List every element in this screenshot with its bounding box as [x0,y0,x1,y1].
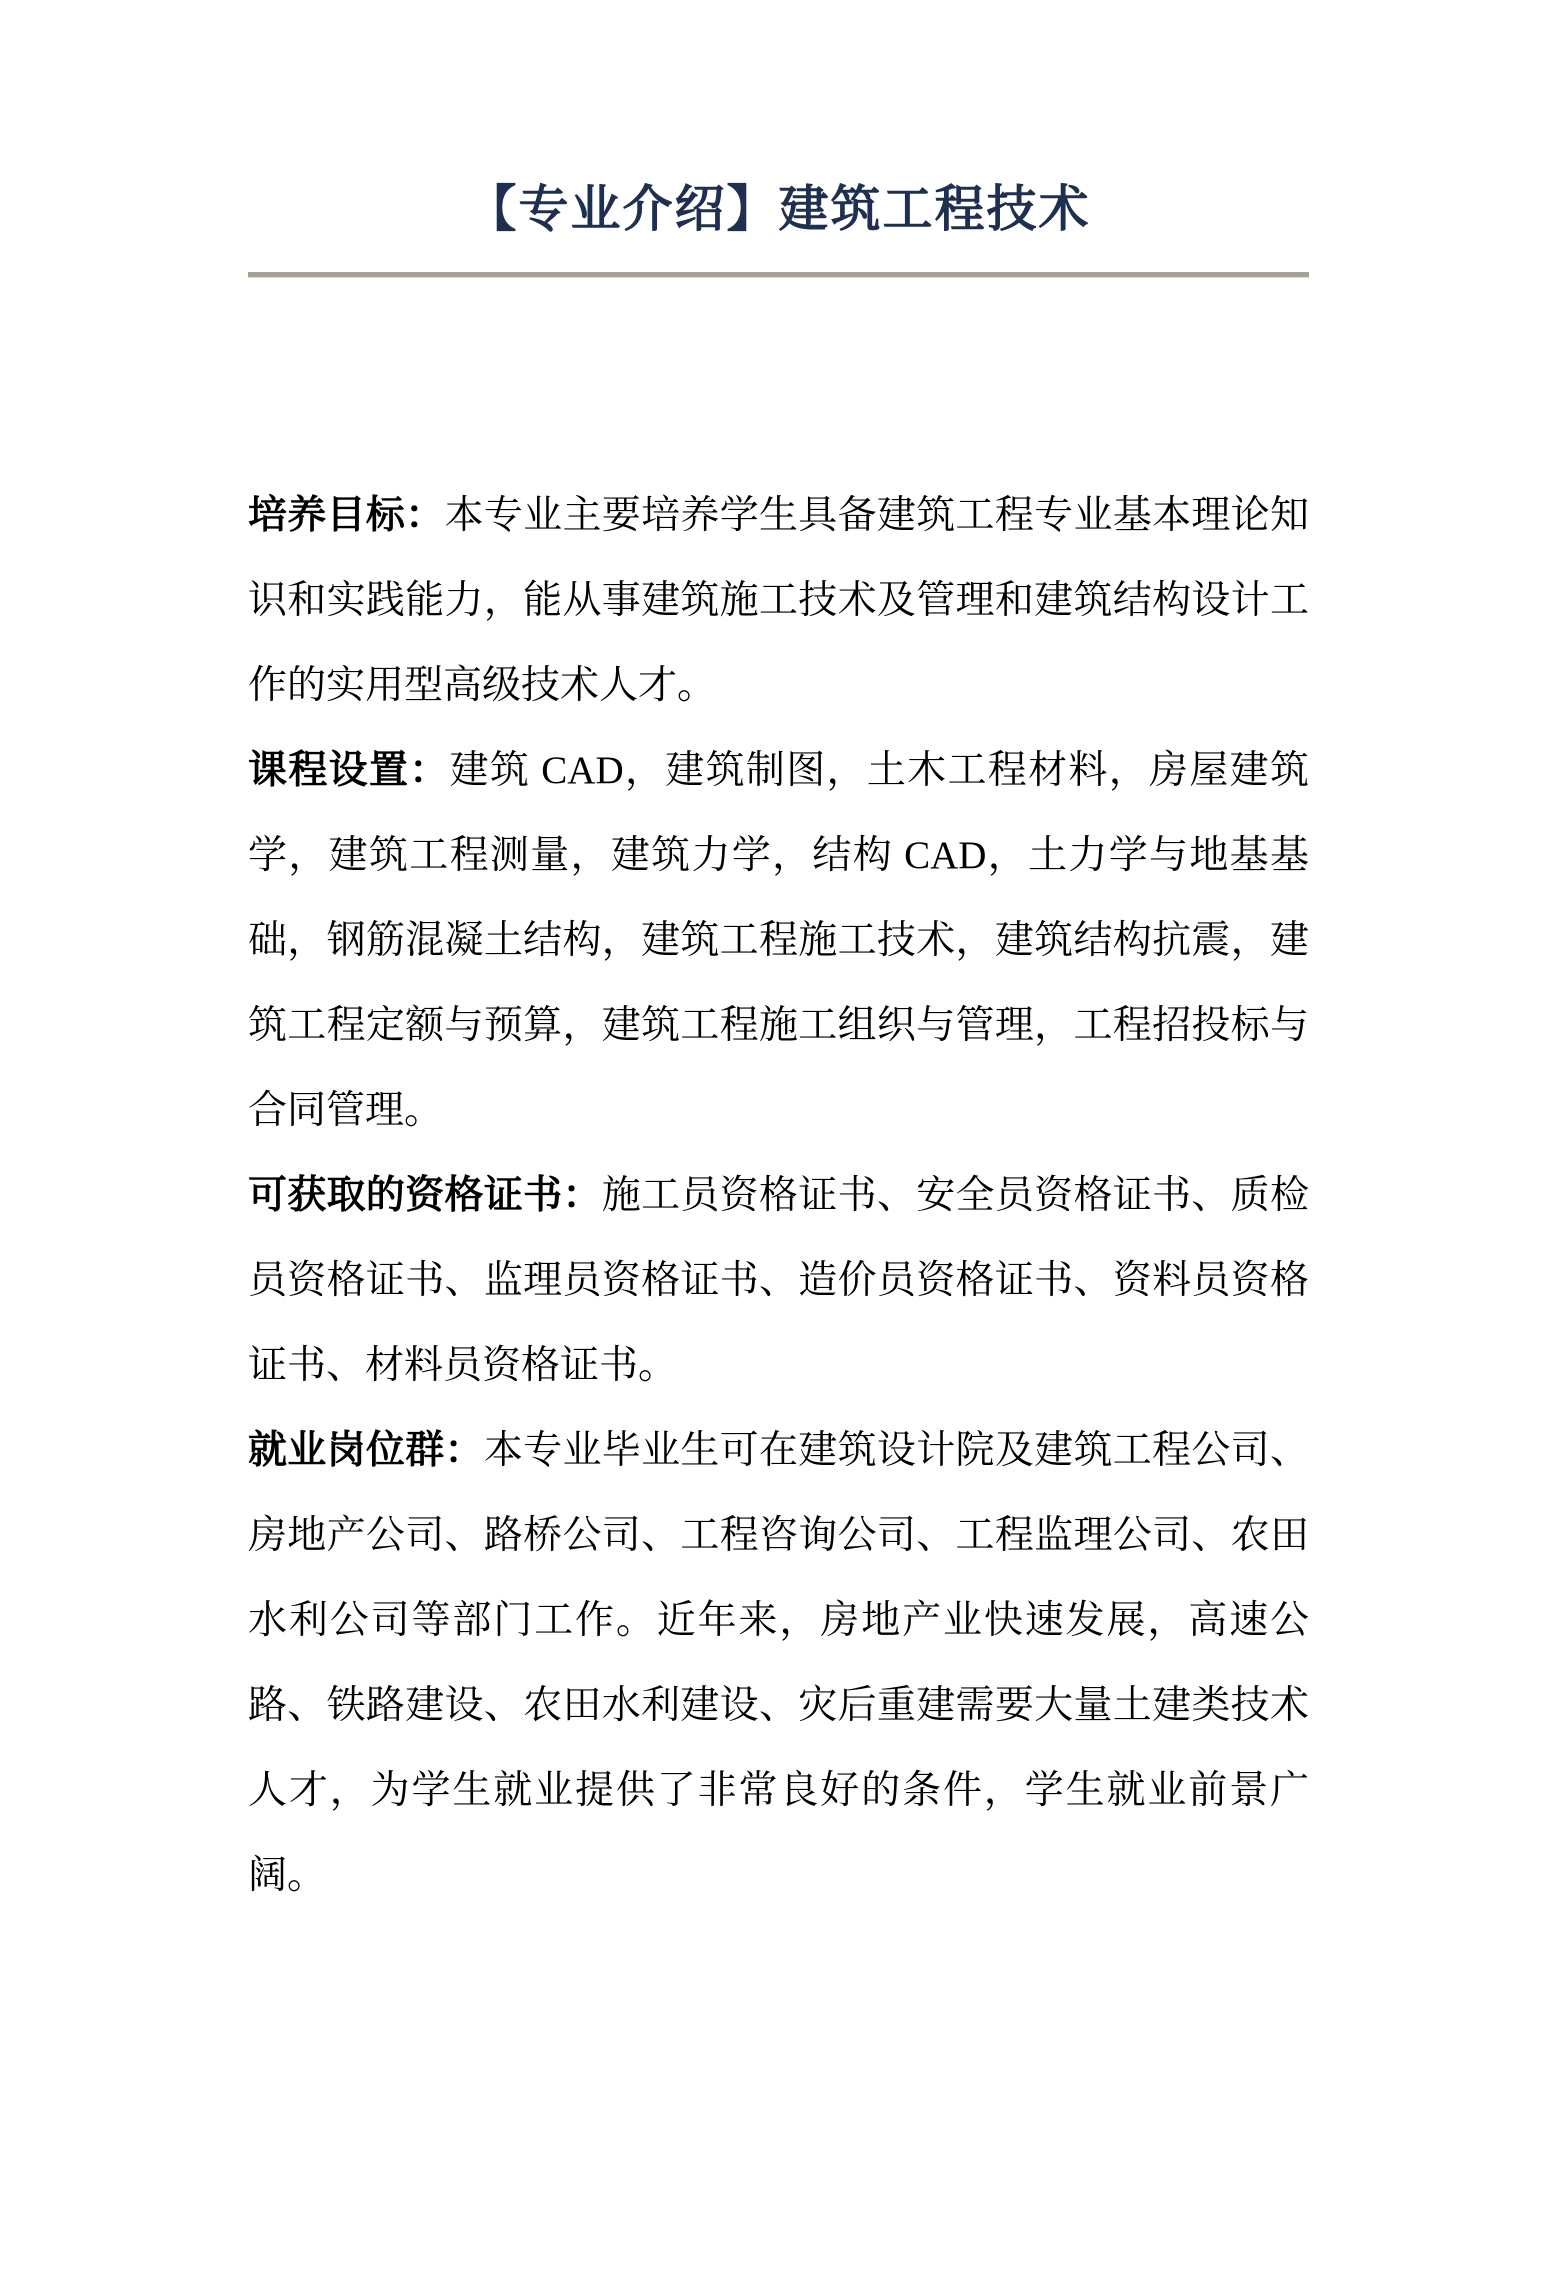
certificates-label: 可获取的资格证书： [248,1174,602,1217]
paragraph-курses-offered [248,728,1309,1153]
title-divider [248,272,1309,278]
courses-offered-text: 建筑 CAD，建筑制图，土木工程材料，房屋建筑学，建筑工程测量，建筑力学，结构 CAD，土力学与地基基础，钢筋混凝土结构，建筑工程施工技术，建筑结构抗震，建筑工程定额与预算，建筑工程施工组织与管理，工程招投标与合同管理。 [248,749,1309,1132]
document-body [248,473,1309,1918]
paragraph-training-objective [248,473,1309,728]
paragraph-certificates [248,1153,1309,1408]
courses-offered-label: 课程设置： [248,749,450,792]
employment-positions-text: 本专业毕业生可在建筑设计院及建筑工程公司、房地产公司、路桥公司、工程咨询公司、工程监理公司、农田水利公司等部门工作。近年来，房地产业快速发展，高速公路、铁路建设、农田水利建设、灾后重建需要大量土建类技术人才，为学生就业提供了非常良好的条件，学生就业前景广阔。 [248,1429,1309,1897]
certificates-text: 施工员资格证书、安全员资格证书、质检员资格证书、监理员资格证书、造价员资格证书、资料员资格证书、材料员资格证书。 [248,1174,1309,1387]
training-objective-label: 培养目标： [248,494,445,537]
employment-positions-label: 就业岗位群： [248,1429,484,1472]
paragraph-employment-positions [248,1408,1309,1918]
training-objective-text: 本专业主要培养学生具备建筑工程专业基本理论知识和实践能力，能从事建筑施工技术及管理和建筑结构设计工作的实用型高级技术人才。 [248,494,1309,707]
page-title: 【专业介绍】建筑工程技术 [466,181,1091,237]
